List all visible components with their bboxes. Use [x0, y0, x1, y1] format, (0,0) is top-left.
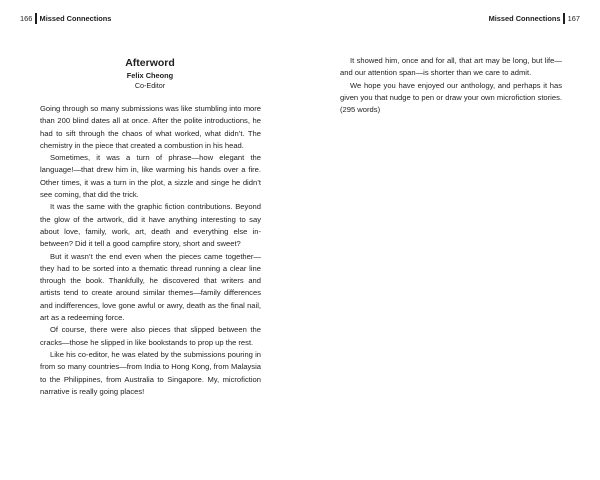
left-body-text: [40, 103, 261, 398]
paragraph: Of course, there were also pieces that slipped between the cracks—those he slipped in like bookstands to prop up the rest.: [40, 325, 261, 347]
right-body-text: [340, 55, 562, 116]
left-page-number: 166: [20, 13, 33, 23]
author-name: Felix Cheong: [126, 71, 174, 80]
right-page: [300, 0, 600, 480]
right-page-number: 167: [567, 13, 580, 23]
paragraph: But it wasn’t the end even when the pieces came together—they had to be sorted into a thematic thread running a clear line through the book. Thankfully, he discovered that writers and artists tend to create around similar themes—family differences and indifferences, love gone awful or awry, death as the final nail, art as a redeeming force.: [40, 251, 261, 323]
paragraph: Sometimes, it was a turn of phrase—how elegant the language!—that drew him in, like warming his hands over a fire. Other times, it was a turn in the plot, a sizzle and singe he didn’t see coming, that did the trick.: [40, 153, 261, 200]
left-running-title: Missed Connections: [39, 13, 112, 23]
paragraph: It was the same with the graphic fiction contributions. Beyond the glow of the artwork, did it have anything interesting to say about love, family, work, art, death and everything else in-between? Did it tell a good campfire story, short and sweet?: [40, 202, 261, 249]
paragraph: It showed him, once and for all, that art may be long, but life—and our attention span—is shorter than we care to admit.: [340, 56, 562, 78]
paragraph: We hope you have enjoyed our anthology, and perhaps it has given you that nudge to pen or draw your own microfiction stories. (295 words): [340, 80, 562, 115]
paragraph: Like his co-editor, he was elated by the submissions pouring in from so many countries—from India to Hong Kong, from Malaysia to the Philippines, from Australia to Singapore. My, microfiction narrative is really going places!: [40, 349, 261, 396]
right-header-rule: [563, 13, 564, 24]
right-running-title: Missed Connections: [488, 13, 561, 23]
chapter-title-block: [40, 57, 260, 91]
paragraph: Going through so many submissions was like stumbling into more than 200 blind dates all at once. After the polite introductions, he had to sift through the chaos of what worked, what didn’t. The chemistry in the piece that created a combustion in his head.: [40, 104, 261, 150]
chapter-title: Afterword: [125, 57, 175, 69]
left-header-rule: [35, 13, 36, 24]
right-running-head: [489, 12, 580, 24]
left-running-head: [20, 12, 111, 24]
author-role: Co-Editor: [134, 81, 166, 90]
